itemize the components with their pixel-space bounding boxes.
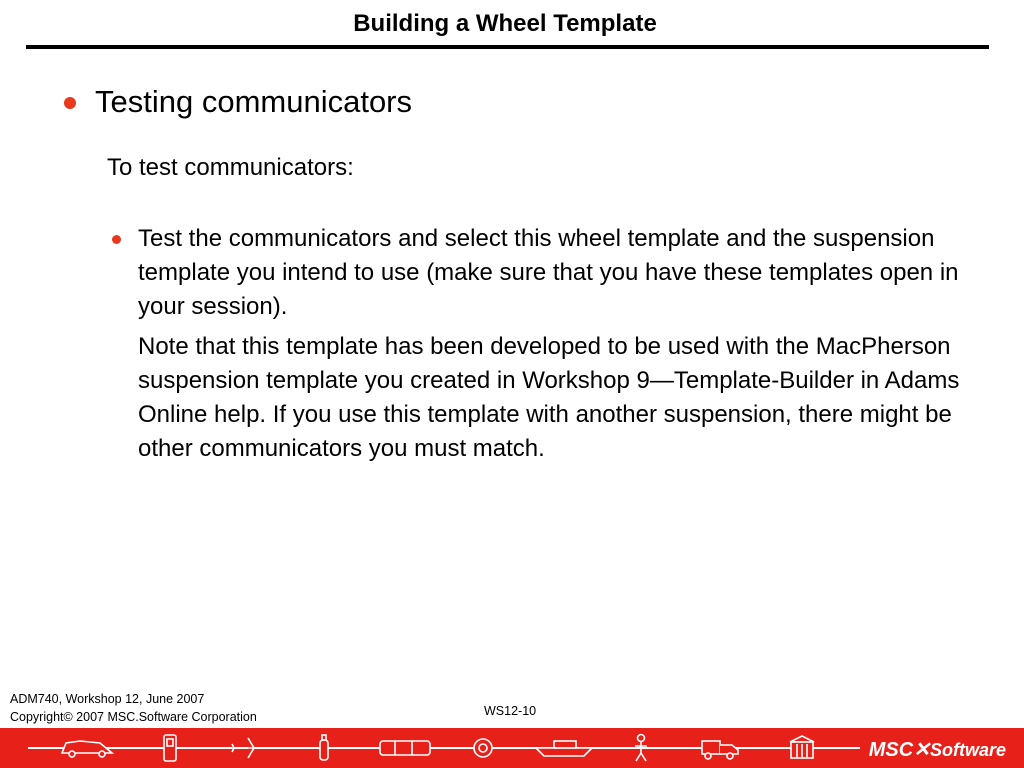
car-icon (62, 741, 112, 757)
gear-icon (474, 739, 492, 757)
bullet-dot-icon (112, 235, 121, 244)
title-divider (26, 45, 989, 49)
footer-info (10, 690, 257, 726)
footer-copyright: Copyright© 2007 MSC.Software Corporation (10, 710, 257, 724)
footer-icon-strip (0, 728, 870, 768)
logo-main: MSC (868, 739, 914, 761)
ship-icon (536, 741, 592, 756)
bullet-dot-icon (64, 97, 76, 109)
main-bullet-text: Testing communicators (95, 84, 413, 119)
sub-bullet (112, 222, 962, 466)
intro-text: To test communicators: (107, 154, 354, 181)
note-paragraph: Note that this template has been developed to be used with the MacPherson suspension template you created in Workshop 9—Template-Builder in Adams Online help. If you use this template with another suspension, there might be other communicators you must match. (138, 333, 960, 462)
airplane-icon (228, 738, 270, 758)
slide-title: Building a Wheel Template (353, 10, 657, 37)
truck-icon (702, 741, 738, 759)
logo-separator: ✕ (913, 739, 930, 761)
logo-sub: Software (929, 740, 1006, 760)
phone-icon (164, 735, 176, 761)
building-icon (790, 736, 814, 758)
sub-bullet-paragraph: Test the communicators and select this wheel template and the suspension template you intend to use (make sure that you have these templates open in your session). (138, 225, 959, 320)
footer-course: ADM740, Workshop 12, June 2007 (10, 692, 205, 706)
page-number: WS12-10 (484, 704, 537, 718)
msc-software-logo (869, 737, 1006, 762)
footer-bar (0, 728, 1024, 768)
bottle-icon (320, 735, 328, 760)
train-icon (380, 741, 430, 755)
